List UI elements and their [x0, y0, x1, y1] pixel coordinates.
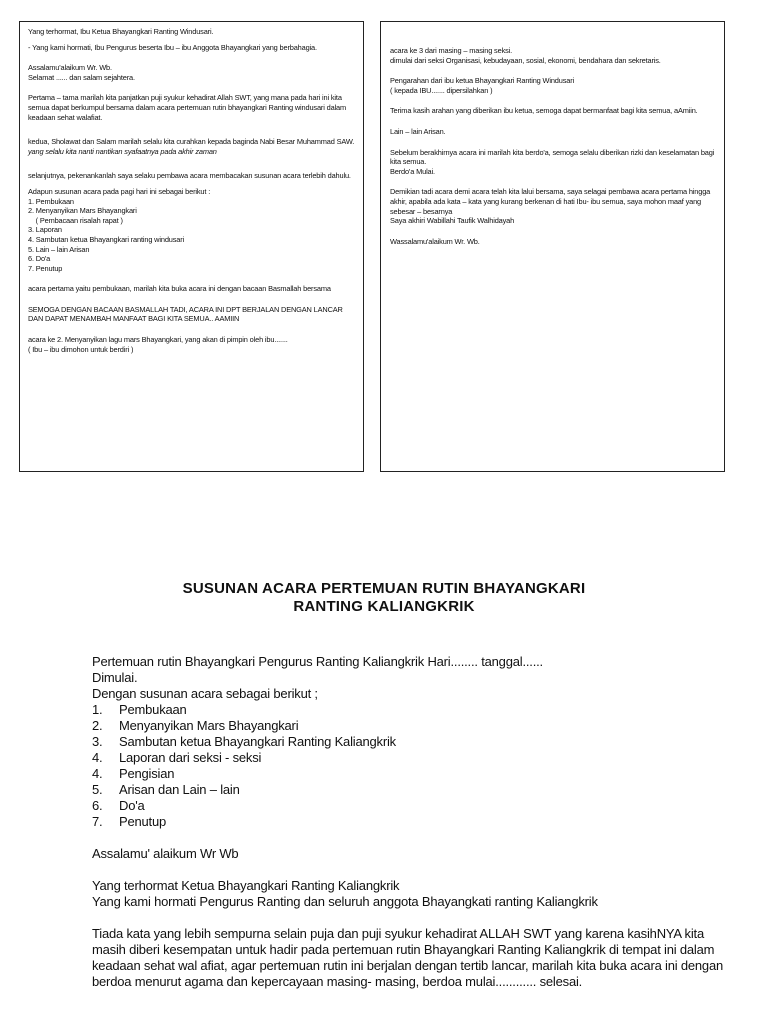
sholawat-text: kedua, Sholawat dan Salam marilah selalu kita curahkan kepada baginda Nabi Besar Muhammad SAW.: [28, 137, 355, 147]
agenda-intro: Adapun susunan acara pada pagi hari ini sebagai berikut :: [28, 186, 211, 196]
paragraph-act-two: acara ke 2. Menyanyikan lagu mars Bhayangkari, yang akan di pimpin oleh ibu.......: [28, 335, 288, 345]
paragraph-first: Pertama – tama marilah kita panjatkan puji syukur kehadirat Allah SWT, yang mana pada hari ini kita semua dapat berkumpul bersama dalam acara pertemuan rutin bhayangkari Ranting windusari dalam keadaan sehat walafiat.: [28, 93, 346, 122]
act-three-detail: dimulai dari seksi Organisasi, kebudayaan, sosial, ekonomi, bendahara dan sekretaris.: [390, 55, 661, 65]
list-item: 4. Laporan dari seksi - seksi: [92, 750, 262, 765]
paragraph-opening-act: acara pertama yaitu pembukaan, marilah kita buka acara ini dengan bacaan Basmallah bersama: [28, 284, 331, 294]
agenda-item: 3. Laporan: [28, 225, 62, 235]
doc-title-line2: RANTING KALIANGKRIK: [293, 598, 475, 615]
greeting-chair: Yang terhormat, Ibu Ketua Bhayangkari Ranting Windusari.: [28, 27, 214, 36]
paragraph-second: [28, 137, 355, 156]
guidance-line: Pengarahan dari ibu ketua Bhayangkari Ranting Windusari: [390, 76, 575, 86]
closing-wabillahi: Saya akhiri Wabillahi Taufik Walhidayah: [390, 216, 515, 226]
doc-hormat-chair: Yang terhormat Ketua Bhayangkari Ranting Kaliangkrik: [92, 878, 400, 893]
act-three: acara ke 3 dari masing – masing seksi.: [390, 46, 513, 55]
doc-title-line1: SUSUNAN ACARA PERTEMUAN RUTIN BHAYANGKARI: [182, 580, 586, 597]
left-script-card: [19, 21, 364, 472]
thanks-paragraph: Terima kasih arahan yang diberikan ibu ketua, semoga dapat bermanfaat bagi kita semua, aAmiin.: [390, 106, 698, 116]
salam-closing: Wassalamu'alaikum Wr. Wb.: [390, 236, 480, 246]
doc-title: [0, 580, 768, 616]
doc-intro-line: Pertemuan rutin Bhayangkari Pengurus Ranting Kaliangkrik Hari........ tanggal......: [92, 654, 543, 669]
list-item: 7. Penutup: [92, 814, 167, 829]
paragraph-basmallah: SEMOGA DENGAN BACAAN BASMALLAH TADI, ACARA INI DPT BERJALAN DENGAN LANCAR DAN DAPAT MENAMBAH MANFAAT BAGI KITA SEMUA.. AAMIIN: [28, 304, 343, 324]
doc-intro-start: Dimulai.: [92, 670, 138, 685]
list-item: 4. Pengisian: [92, 766, 175, 781]
selamat-line: Selamat ...... dan salam sejahtera.: [28, 72, 135, 82]
salam-opening: Assalamu'alaikum Wr. Wb.: [28, 63, 112, 73]
doc-opening-paragraph: Tiada kata yang lebih sempurna selain puja dan puji syukur kehadirat ALLAH SWT yang karena kasihNYA kita masih diberi kesempatan untuk hadir pada pertemuan rutin Bhayangkari Ranting Kaliangkrik di tempat ini dalam keadaan sehat wal afiat, agar pertemuan rutin ini berjalan dengan tertib lancar, marilah kita buka acara ini dengan berdoa menurut agama dan kepercayaan masing- masing, berdoa mulai............ selesai.: [92, 926, 724, 989]
agenda-item: 4. Sambutan ketua Bhayangkari ranting windusari: [28, 234, 185, 244]
prayer-paragraph: Sebelum berakhirnya acara ini marilah kita berdo'a, semoga selalu diberikan rizki dan keselamatan bagi kita semua.: [390, 147, 715, 167]
agenda-item: 5. Lain – lain Arisan: [28, 244, 90, 254]
doc-salam: Assalamu' alaikum Wr Wb: [92, 846, 239, 861]
agenda-item: 1. Pembukaan: [28, 196, 74, 206]
sholawat-italic: yang selalu kita nanti nantikan syafaatnya pada akhir zaman: [28, 146, 217, 156]
right-script-card: [380, 21, 725, 472]
doc-hormat-members: Yang kami hormati Pengurus Ranting dan seluruh anggota Bhayangkati ranting Kaliangkrik: [92, 894, 598, 909]
doc-body: [92, 654, 732, 990]
agenda-item: 6. Do'a: [28, 254, 51, 264]
list-item: 6. Do'a: [92, 798, 145, 813]
list-item: 1. Pembukaan: [92, 702, 187, 717]
agenda-item: 7. Penutup: [28, 263, 63, 273]
list-item: 5. Arisan dan Lain – lain: [92, 782, 240, 797]
agenda-item: ( Pembacaan risalah rapat ): [28, 215, 123, 225]
greeting-members: - Yang kami hormati, Ibu Pengurus beserta Ibu – ibu Anggota Bhayangkari yang berbahagia.: [28, 42, 317, 52]
list-item: 3. Sambutan ketua Bhayangkari Ranting Kaliangkrik: [92, 734, 396, 749]
stand-instruction: ( Ibu – ibu dimohon untuk berdiri ): [28, 344, 134, 354]
guidance-invite: ( kepada IBU....... dipersilahkan ): [390, 85, 493, 95]
closing-paragraph: Demikian tadi acara demi acara telah kita lalui bersama, saya selagai pembawa acara pertama hingga akhir, apabila ada kata – kata yang kurang berkenan di hati Ibu- ibu semua, saya mohon maaf yang sebesar – besarnya: [390, 187, 711, 216]
paragraph-announce: selanjutnya, pekenankanlah saya selaku pembawa acara membacakan susunan acara terlebih dahulu.: [28, 171, 351, 181]
prayer-start: Berdo'a Mulai.: [390, 166, 435, 176]
list-item: 2. Menyanyikan Mars Bhayangkari: [92, 718, 299, 733]
agenda-item: 2. Menyanyikan Mars Bhayangkari: [28, 206, 137, 216]
arisan-line: Lain – lain Arisan.: [390, 126, 446, 136]
doc-agenda-list: [92, 702, 732, 830]
doc-intro-agenda: Dengan susunan acara sebagai berikut ;: [92, 686, 318, 701]
